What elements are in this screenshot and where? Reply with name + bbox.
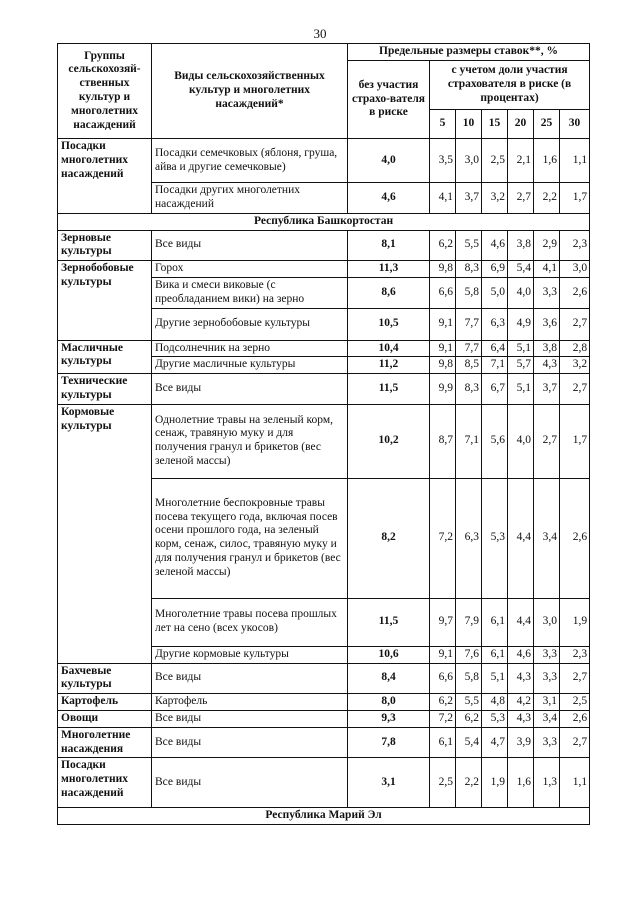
share-rate-25: 1,3 (534, 758, 560, 808)
header-share-20: 20 (508, 110, 534, 139)
share-rate-25: 3,4 (534, 710, 560, 727)
share-rate-25: 3,4 (534, 478, 560, 598)
share-rate-5: 9,7 (430, 598, 456, 646)
share-rate-10: 6,2 (456, 710, 482, 727)
share-rate-5: 9,9 (430, 374, 456, 405)
share-rate-25: 3,3 (534, 727, 560, 758)
share-rate-5: 7,2 (430, 710, 456, 727)
table-row (58, 694, 590, 711)
share-rate-30: 2,7 (560, 663, 590, 694)
base-rate: 11,3 (348, 261, 430, 278)
table-row (58, 139, 590, 183)
crop-type: Другие масличные культуры (152, 357, 348, 374)
base-rate: 8,1 (348, 230, 430, 261)
base-rate: 10,5 (348, 308, 430, 340)
crop-type: Однолетние травы на зеленый корм, сенаж, травяную муку и для получения гранул и брикетов (вес зеленой массы) (152, 404, 348, 478)
share-rate-30: 2,8 (560, 340, 590, 357)
share-rate-15: 6,9 (482, 261, 508, 278)
share-rate-30: 2,3 (560, 646, 590, 663)
share-rate-5: 6,6 (430, 277, 456, 308)
share-rate-20: 2,1 (508, 139, 534, 183)
share-rate-5: 2,5 (430, 758, 456, 808)
share-rate-5: 6,2 (430, 230, 456, 261)
share-rate-25: 3,3 (534, 646, 560, 663)
crop-group-name: Зернобобовые культуры (58, 261, 152, 340)
share-rate-10: 5,8 (456, 663, 482, 694)
share-rate-10: 3,0 (456, 139, 482, 183)
header-share-15: 15 (482, 110, 508, 139)
region-title: Республика Башкортостан (58, 213, 590, 230)
base-rate: 10,6 (348, 646, 430, 663)
share-rate-15: 5,3 (482, 710, 508, 727)
table-row (58, 404, 590, 478)
share-rate-10: 7,7 (456, 308, 482, 340)
crop-type: Вика и смеси виковые (с преобладанием вики) на зерно (152, 277, 348, 308)
share-rate-25: 3,7 (534, 374, 560, 405)
share-rate-30: 1,9 (560, 598, 590, 646)
share-rate-30: 2,7 (560, 374, 590, 405)
table-row (58, 710, 590, 727)
base-rate: 7,8 (348, 727, 430, 758)
header-base: без участия страхо-вателя в риске (348, 61, 430, 139)
share-rate-30: 3,0 (560, 261, 590, 278)
share-rate-15: 4,7 (482, 727, 508, 758)
share-rate-5: 6,2 (430, 694, 456, 711)
base-rate: 8,4 (348, 663, 430, 694)
share-rate-5: 9,1 (430, 340, 456, 357)
share-rate-30: 1,7 (560, 404, 590, 478)
share-rate-5: 7,2 (430, 478, 456, 598)
crop-group-name: Зерновые культуры (58, 230, 152, 261)
share-rate-25: 2,9 (534, 230, 560, 261)
share-rate-10: 7,1 (456, 404, 482, 478)
share-rate-25: 3,6 (534, 308, 560, 340)
header-group: Группы сельскохозяй-ственных культур и многолетних насаждений (58, 44, 152, 139)
table-row (58, 758, 590, 808)
share-rate-30: 1,1 (560, 758, 590, 808)
share-rate-20: 2,7 (508, 183, 534, 214)
share-rate-20: 3,8 (508, 230, 534, 261)
share-rate-30: 3,2 (560, 357, 590, 374)
share-rate-15: 1,9 (482, 758, 508, 808)
crop-type: Все виды (152, 230, 348, 261)
base-rate: 4,6 (348, 183, 430, 214)
share-rate-20: 4,9 (508, 308, 534, 340)
base-rate: 8,2 (348, 478, 430, 598)
share-rate-25: 3,3 (534, 663, 560, 694)
share-rate-15: 6,3 (482, 308, 508, 340)
base-rate: 10,2 (348, 404, 430, 478)
share-rate-10: 8,5 (456, 357, 482, 374)
share-rate-20: 5,7 (508, 357, 534, 374)
crop-type: Горох (152, 261, 348, 278)
share-rate-10: 5,5 (456, 694, 482, 711)
base-rate: 3,1 (348, 758, 430, 808)
crop-group-name: Посадки многолетних насаждений (58, 139, 152, 214)
share-rate-20: 3,9 (508, 727, 534, 758)
share-rate-15: 7,1 (482, 357, 508, 374)
page-number: 30 (313, 26, 327, 41)
share-rate-15: 5,6 (482, 404, 508, 478)
share-rate-10: 5,5 (456, 230, 482, 261)
share-rate-15: 4,6 (482, 230, 508, 261)
crop-type: Подсолнечник на зерно (152, 340, 348, 357)
share-rate-15: 6,4 (482, 340, 508, 357)
share-rate-10: 5,8 (456, 277, 482, 308)
share-rate-10: 6,3 (456, 478, 482, 598)
table-row (58, 261, 590, 278)
crop-type: Все виды (152, 758, 348, 808)
crop-type: Посадки семечковых (яблоня, груша, айва и другие семечковые) (152, 139, 348, 183)
crop-group-name: Овощи (58, 710, 152, 727)
crop-type: Другие кормовые культуры (152, 646, 348, 663)
region-row (58, 808, 590, 825)
share-rate-5: 4,1 (430, 183, 456, 214)
share-rate-10: 2,2 (456, 758, 482, 808)
crop-type: Многолетние травы посева прошлых лет на сено (всех укосов) (152, 598, 348, 646)
share-rate-15: 3,2 (482, 183, 508, 214)
share-rate-30: 1,7 (560, 183, 590, 214)
crop-type: Все виды (152, 663, 348, 694)
share-rate-15: 5,3 (482, 478, 508, 598)
rates-body (58, 139, 590, 825)
header-share-10: 10 (456, 110, 482, 139)
table-row (58, 230, 590, 261)
crop-group-name: Посадки многолетних насаждений (58, 758, 152, 808)
share-rate-15: 5,0 (482, 277, 508, 308)
share-rate-15: 6,1 (482, 646, 508, 663)
share-rate-20: 4,4 (508, 598, 534, 646)
share-rate-20: 4,4 (508, 478, 534, 598)
share-rate-25: 3,3 (534, 277, 560, 308)
base-rate: 10,4 (348, 340, 430, 357)
share-rate-30: 1,1 (560, 139, 590, 183)
crop-type: Посадки других многолетних насаждений (152, 183, 348, 214)
share-rate-20: 4,0 (508, 277, 534, 308)
table-row (58, 663, 590, 694)
share-rate-10: 7,6 (456, 646, 482, 663)
share-rate-15: 4,8 (482, 694, 508, 711)
crop-group-name: Кормовые культуры (58, 404, 152, 663)
table-row (58, 727, 590, 758)
share-rate-20: 4,0 (508, 404, 534, 478)
share-rate-30: 2,6 (560, 277, 590, 308)
share-rate-5: 9,8 (430, 261, 456, 278)
header-limits: Предельные размеры ставок**, % (348, 44, 590, 61)
base-rate: 11,5 (348, 374, 430, 405)
insurance-rates-table (57, 43, 590, 825)
share-rate-20: 5,1 (508, 374, 534, 405)
share-rate-5: 9,8 (430, 357, 456, 374)
share-rate-20: 5,4 (508, 261, 534, 278)
table-row (58, 374, 590, 405)
base-rate: 8,6 (348, 277, 430, 308)
region-row (58, 213, 590, 230)
share-rate-10: 8,3 (456, 374, 482, 405)
share-rate-30: 2,7 (560, 727, 590, 758)
share-rate-25: 4,1 (534, 261, 560, 278)
share-rate-25: 3,0 (534, 598, 560, 646)
share-rate-30: 2,5 (560, 694, 590, 711)
header-share-30: 30 (560, 110, 590, 139)
share-rate-5: 9,1 (430, 646, 456, 663)
share-rate-20: 4,3 (508, 710, 534, 727)
crop-group-name: Картофель (58, 694, 152, 711)
crop-type: Все виды (152, 727, 348, 758)
crop-type: Другие зернобобовые культуры (152, 308, 348, 340)
share-rate-15: 6,1 (482, 598, 508, 646)
share-rate-5: 3,5 (430, 139, 456, 183)
share-rate-25: 1,6 (534, 139, 560, 183)
share-rate-5: 6,6 (430, 663, 456, 694)
base-rate: 11,2 (348, 357, 430, 374)
share-rate-10: 7,9 (456, 598, 482, 646)
share-rate-15: 2,5 (482, 139, 508, 183)
share-rate-15: 5,1 (482, 663, 508, 694)
base-rate: 9,3 (348, 710, 430, 727)
share-rate-20: 4,2 (508, 694, 534, 711)
share-rate-10: 5,4 (456, 727, 482, 758)
share-rate-25: 3,8 (534, 340, 560, 357)
share-rate-30: 2,3 (560, 230, 590, 261)
share-rate-10: 3,7 (456, 183, 482, 214)
share-rate-20: 1,6 (508, 758, 534, 808)
share-rate-30: 2,6 (560, 478, 590, 598)
share-rate-10: 7,7 (456, 340, 482, 357)
share-rate-10: 8,3 (456, 261, 482, 278)
crop-group-name: Технические культуры (58, 374, 152, 405)
header-share-5: 5 (430, 110, 456, 139)
share-rate-20: 4,3 (508, 663, 534, 694)
crop-group-name: Бахчевые культуры (58, 663, 152, 694)
share-rate-30: 2,7 (560, 308, 590, 340)
crop-group-name: Масличные культуры (58, 340, 152, 374)
share-rate-20: 5,1 (508, 340, 534, 357)
share-rate-5: 6,1 (430, 727, 456, 758)
base-rate: 8,0 (348, 694, 430, 711)
crop-group-name: Многолетние насаждения (58, 727, 152, 758)
header-share-25: 25 (534, 110, 560, 139)
crop-type: Все виды (152, 710, 348, 727)
crop-type: Многолетние беспокровные травы посева текущего года, включая посев осени прошлого года, на зеленый корм, сенаж, силос, травяную муку и для получения гранул и брикетов (вес зеленой массы) (152, 478, 348, 598)
base-rate: 4,0 (348, 139, 430, 183)
share-rate-5: 8,7 (430, 404, 456, 478)
region-title: Республика Марий Эл (58, 808, 590, 825)
header-share: с учетом доли участия страхователя в риске (в процентах) (430, 61, 590, 110)
share-rate-15: 6,7 (482, 374, 508, 405)
table-row (58, 340, 590, 357)
base-rate: 11,5 (348, 598, 430, 646)
share-rate-25: 4,3 (534, 357, 560, 374)
header-crop: Виды сельскохозяйственных культур и многолетних насаждений* (152, 44, 348, 139)
crop-type: Все виды (152, 374, 348, 405)
share-rate-20: 4,6 (508, 646, 534, 663)
share-rate-5: 9,1 (430, 308, 456, 340)
share-rate-25: 2,2 (534, 183, 560, 214)
share-rate-25: 2,7 (534, 404, 560, 478)
share-rate-30: 2,6 (560, 710, 590, 727)
crop-type: Картофель (152, 694, 348, 711)
share-rate-25: 3,1 (534, 694, 560, 711)
